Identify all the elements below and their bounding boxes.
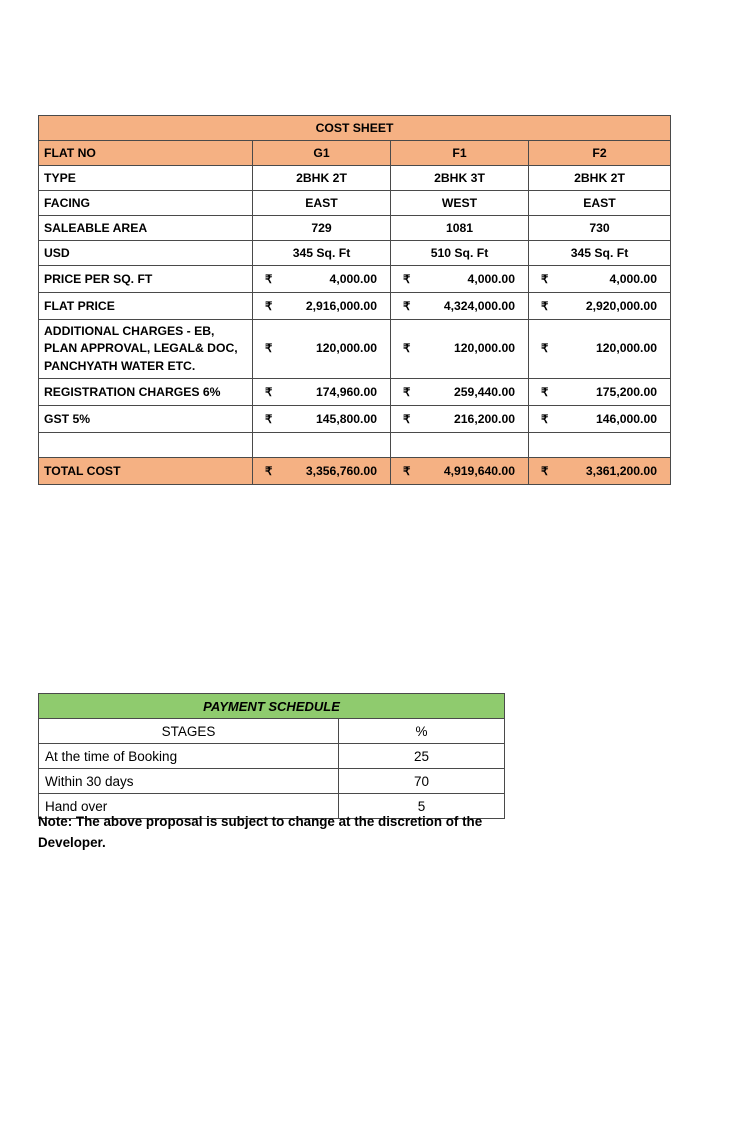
rupee-icon: ₹ — [541, 413, 549, 426]
table-row — [39, 769, 505, 794]
row-label: USD — [39, 241, 253, 266]
rupee-icon: ₹ — [265, 301, 273, 313]
rupee-icon: ₹ — [541, 386, 549, 399]
column-header-f2: F2 — [529, 141, 671, 166]
amount: 216,200.00 — [454, 411, 515, 426]
row-value-g1: 345 Sq. Ft — [253, 241, 391, 266]
amount: 4,919,640.00 — [443, 463, 515, 478]
row-label: FACING — [39, 191, 253, 216]
rupee-icon: ₹ — [265, 342, 273, 355]
cost-sheet — [38, 115, 671, 485]
rupee-icon: ₹ — [265, 465, 273, 478]
rupee-icon: ₹ — [541, 274, 549, 286]
row-value-f2: 730 — [529, 216, 671, 241]
row-value-f1: 510 Sq. Ft — [391, 241, 529, 266]
row-value-f1: WEST — [391, 191, 529, 216]
stage-percent: 70 — [339, 769, 505, 794]
rupee-icon: ₹ — [265, 413, 273, 426]
rupee-icon: ₹ — [541, 465, 549, 478]
stage-label: Within 30 days — [39, 769, 339, 794]
row-label: FLAT PRICE — [39, 293, 253, 320]
row-label: PRICE PER SQ. FT — [39, 266, 253, 293]
table-row — [39, 241, 671, 266]
rupee-icon: ₹ — [265, 274, 273, 286]
cost-sheet-table — [38, 115, 670, 485]
stage-label: Hand over — [39, 794, 339, 819]
row-value-f2 — [529, 320, 671, 379]
row-value-f2 — [529, 266, 671, 293]
amount: 120,000.00 — [454, 341, 515, 356]
table-row — [39, 191, 671, 216]
column-header-f1: F1 — [391, 141, 529, 166]
payment-header-row — [39, 719, 505, 744]
cost-sheet-title: COST SHEET — [39, 116, 671, 141]
amount: 145,800.00 — [316, 411, 377, 426]
payment-schedule-title: PAYMENT SCHEDULE — [39, 694, 505, 719]
stage-label: At the time of Booking — [39, 744, 339, 769]
row-value-f2 — [529, 293, 671, 320]
amount: 4,000.00 — [609, 272, 657, 286]
row-label: GST 5% — [39, 405, 253, 432]
table-row — [39, 744, 505, 769]
row-value-f1 — [391, 378, 529, 405]
amount: 4,324,000.00 — [443, 299, 515, 313]
row-value-f1: 1081 — [391, 216, 529, 241]
total-cost-g1 — [253, 457, 391, 484]
table-row — [39, 266, 671, 293]
amount: 174,960.00 — [316, 384, 377, 399]
amount: 259,440.00 — [454, 384, 515, 399]
row-value-g1 — [253, 405, 391, 432]
payment-schedule-title-row — [39, 694, 505, 719]
table-row — [39, 405, 671, 432]
row-value-g1: 2BHK 2T — [253, 166, 391, 191]
amount: 3,356,760.00 — [305, 463, 377, 478]
amount: 146,000.00 — [596, 411, 657, 426]
amount: 4,000.00 — [329, 272, 377, 286]
row-value-f2 — [529, 378, 671, 405]
amount: 175,200.00 — [596, 384, 657, 399]
amount: 2,916,000.00 — [305, 299, 377, 313]
blank-cell-f2 — [529, 432, 671, 457]
table-row — [39, 378, 671, 405]
column-header-g1: G1 — [253, 141, 391, 166]
disclaimer-note: Note: The above proposal is subject to change at the discretion of the Developer. — [38, 814, 483, 850]
rupee-icon: ₹ — [541, 301, 549, 313]
table-header-row — [39, 141, 671, 166]
table-row — [39, 293, 671, 320]
table-row — [39, 216, 671, 241]
total-cost-row — [39, 457, 671, 484]
row-value-f1: 2BHK 3T — [391, 166, 529, 191]
rupee-icon: ₹ — [403, 342, 411, 355]
table-row-blank — [39, 432, 671, 457]
row-value-f2 — [529, 405, 671, 432]
row-value-g1 — [253, 293, 391, 320]
row-value-f2: 2BHK 2T — [529, 166, 671, 191]
rupee-icon: ₹ — [403, 465, 411, 478]
amount: 120,000.00 — [596, 341, 657, 356]
row-value-g1 — [253, 378, 391, 405]
rupee-icon: ₹ — [265, 386, 273, 399]
row-value-f2: 345 Sq. Ft — [529, 241, 671, 266]
row-value-f1 — [391, 266, 529, 293]
rupee-icon: ₹ — [403, 274, 411, 286]
amount: 3,361,200.00 — [585, 463, 657, 478]
rupee-icon: ₹ — [403, 301, 411, 313]
row-value-g1 — [253, 266, 391, 293]
row-label: SALEABLE AREA — [39, 216, 253, 241]
total-cost-label: TOTAL COST — [39, 457, 253, 484]
cost-sheet-title-row — [39, 116, 671, 141]
amount: 120,000.00 — [316, 341, 377, 356]
row-value-f1 — [391, 405, 529, 432]
row-value-g1: 729 — [253, 216, 391, 241]
row-value-f1 — [391, 320, 529, 379]
payment-schedule — [38, 693, 505, 819]
rupee-icon: ₹ — [403, 386, 411, 399]
stage-percent: 5 — [339, 794, 505, 819]
amount: 4,000.00 — [467, 272, 515, 286]
table-row — [39, 320, 671, 379]
rupee-icon: ₹ — [403, 413, 411, 426]
row-label: REGISTRATION CHARGES 6% — [39, 378, 253, 405]
amount: 2,920,000.00 — [585, 299, 657, 313]
blank-cell-f1 — [391, 432, 529, 457]
total-cost-f1 — [391, 457, 529, 484]
payment-schedule-table — [38, 693, 504, 819]
rupee-icon: ₹ — [541, 342, 549, 355]
column-header-stages: STAGES — [39, 719, 339, 744]
row-value-g1: EAST — [253, 191, 391, 216]
row-label: ADDITIONAL CHARGES - EB, PLAN APPROVAL, LEGAL& DOC, PANCHYATH WATER ETC. — [39, 320, 253, 379]
stage-percent: 25 — [339, 744, 505, 769]
total-cost-f2 — [529, 457, 671, 484]
row-value-g1 — [253, 320, 391, 379]
column-header-percent: % — [339, 719, 505, 744]
blank-cell-g1 — [253, 432, 391, 457]
row-label: TYPE — [39, 166, 253, 191]
row-value-f1 — [391, 293, 529, 320]
table-row — [39, 166, 671, 191]
row-value-f2: EAST — [529, 191, 671, 216]
blank-cell-label — [39, 432, 253, 457]
column-header-flat-no: FLAT NO — [39, 141, 253, 166]
